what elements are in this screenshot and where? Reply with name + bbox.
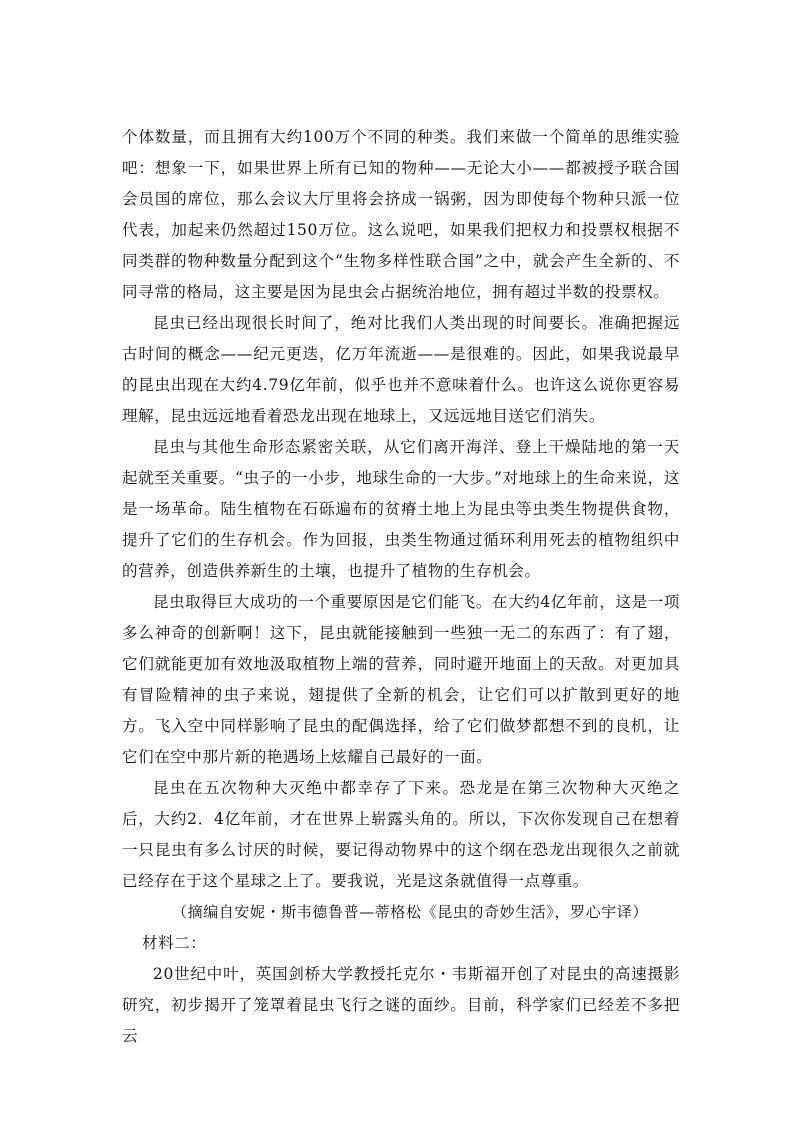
paragraph-2: 昆虫已经出现很长时间了，绝对比我们人类出现的时间要长。准确把握远古时间的概念——纪元更迭，亿万年流逝——是很难的。因此，如果我说最早的昆虫出现在大约4.79亿年前，似乎也并不意味着什么。也许这么说你更容易理解，昆虫远远地看着恐龙出现在地球上，又远远地目送它们消失。: [122, 314, 680, 425]
material-text: 20世纪中叶，英国剑桥大学教授托克尔・韦斯福开创了对昆虫的高速摄影研究，初步揭开了笼罩着昆虫飞行之谜的面纱。目前，科学家们已经差不多把云: [122, 965, 680, 1045]
article-body: [122, 122, 680, 1052]
paragraph-5: 昆虫在五次物种大灭绝中都幸存了下来。恐龙是在第三次物种大灭绝之后，大约2．4亿年前，才在世界上崭露头角的。所以，下次你发现自己在想着一只昆虫有多么讨厌的时候，要记得动物界中的这个纲在恐龙出现很久之前就已经存在于这个星球之上了。要我说，光是这条就值得一点尊重。: [122, 779, 680, 890]
material-label: 材料二：: [142, 934, 207, 952]
paragraph-3: 昆虫与其他生命形态紧密关联，从它们离开海洋、登上干燥陆地的第一天起就至关重要。“虫子的一小步，地球生命的一大步。”对地球上的生命来说，这是一场革命。陆生植物在石砾遍布的贫瘠土地上为昆虫等虫类生物提供食物，提升了它们的生存机会。作为回报，虫类生物通过循环利用死去的植物组织中的营养，创造供养新生的土壤，也提升了植物的生存机会。: [122, 438, 680, 580]
source-citation: （摘编自安妮・斯韦德鲁普—蒂格松《昆虫的奇妙生活》，罗心宇译）: [172, 903, 649, 921]
paragraph-4: 昆虫取得巨大成功的一个重要原因是它们能飞。在大约4亿年前，这是一项多么神奇的创新啊！这下，昆虫就能接触到一些独一无二的东西了：有了翅，它们就能更加有效地汲取植物上端的营养，同时避开地面上的天敌。对更加具有冒险精神的虫子来说，翅提供了全新的机会，让它们可以扩散到更好的地方。飞入空中同样影响了昆虫的配偶选择，给了它们做梦都想不到的良机，让它们在空中那片新的艳遇场上炫耀自己最好的一面。: [122, 593, 680, 766]
paragraph-1: 个体数量，而且拥有大约100万个不同的种类。我们来做一个简单的思维实验吧：想象一下，如果世界上所有已知的物种——无论大小——都被授予联合国会员国的席位，那么会议大厅里将会挤成一锅粥，因为即使每个物种只派一位代表，加起来仍然超过150万位。这么说吧，如果我们把权力和投票权根据不同类群的物种数量分配到这个“生物多样性联合国”之中，就会产生全新的、不同寻常的格局，这主要是因为昆虫会占据统治地位，拥有超过半数的投票权。: [122, 128, 680, 301]
